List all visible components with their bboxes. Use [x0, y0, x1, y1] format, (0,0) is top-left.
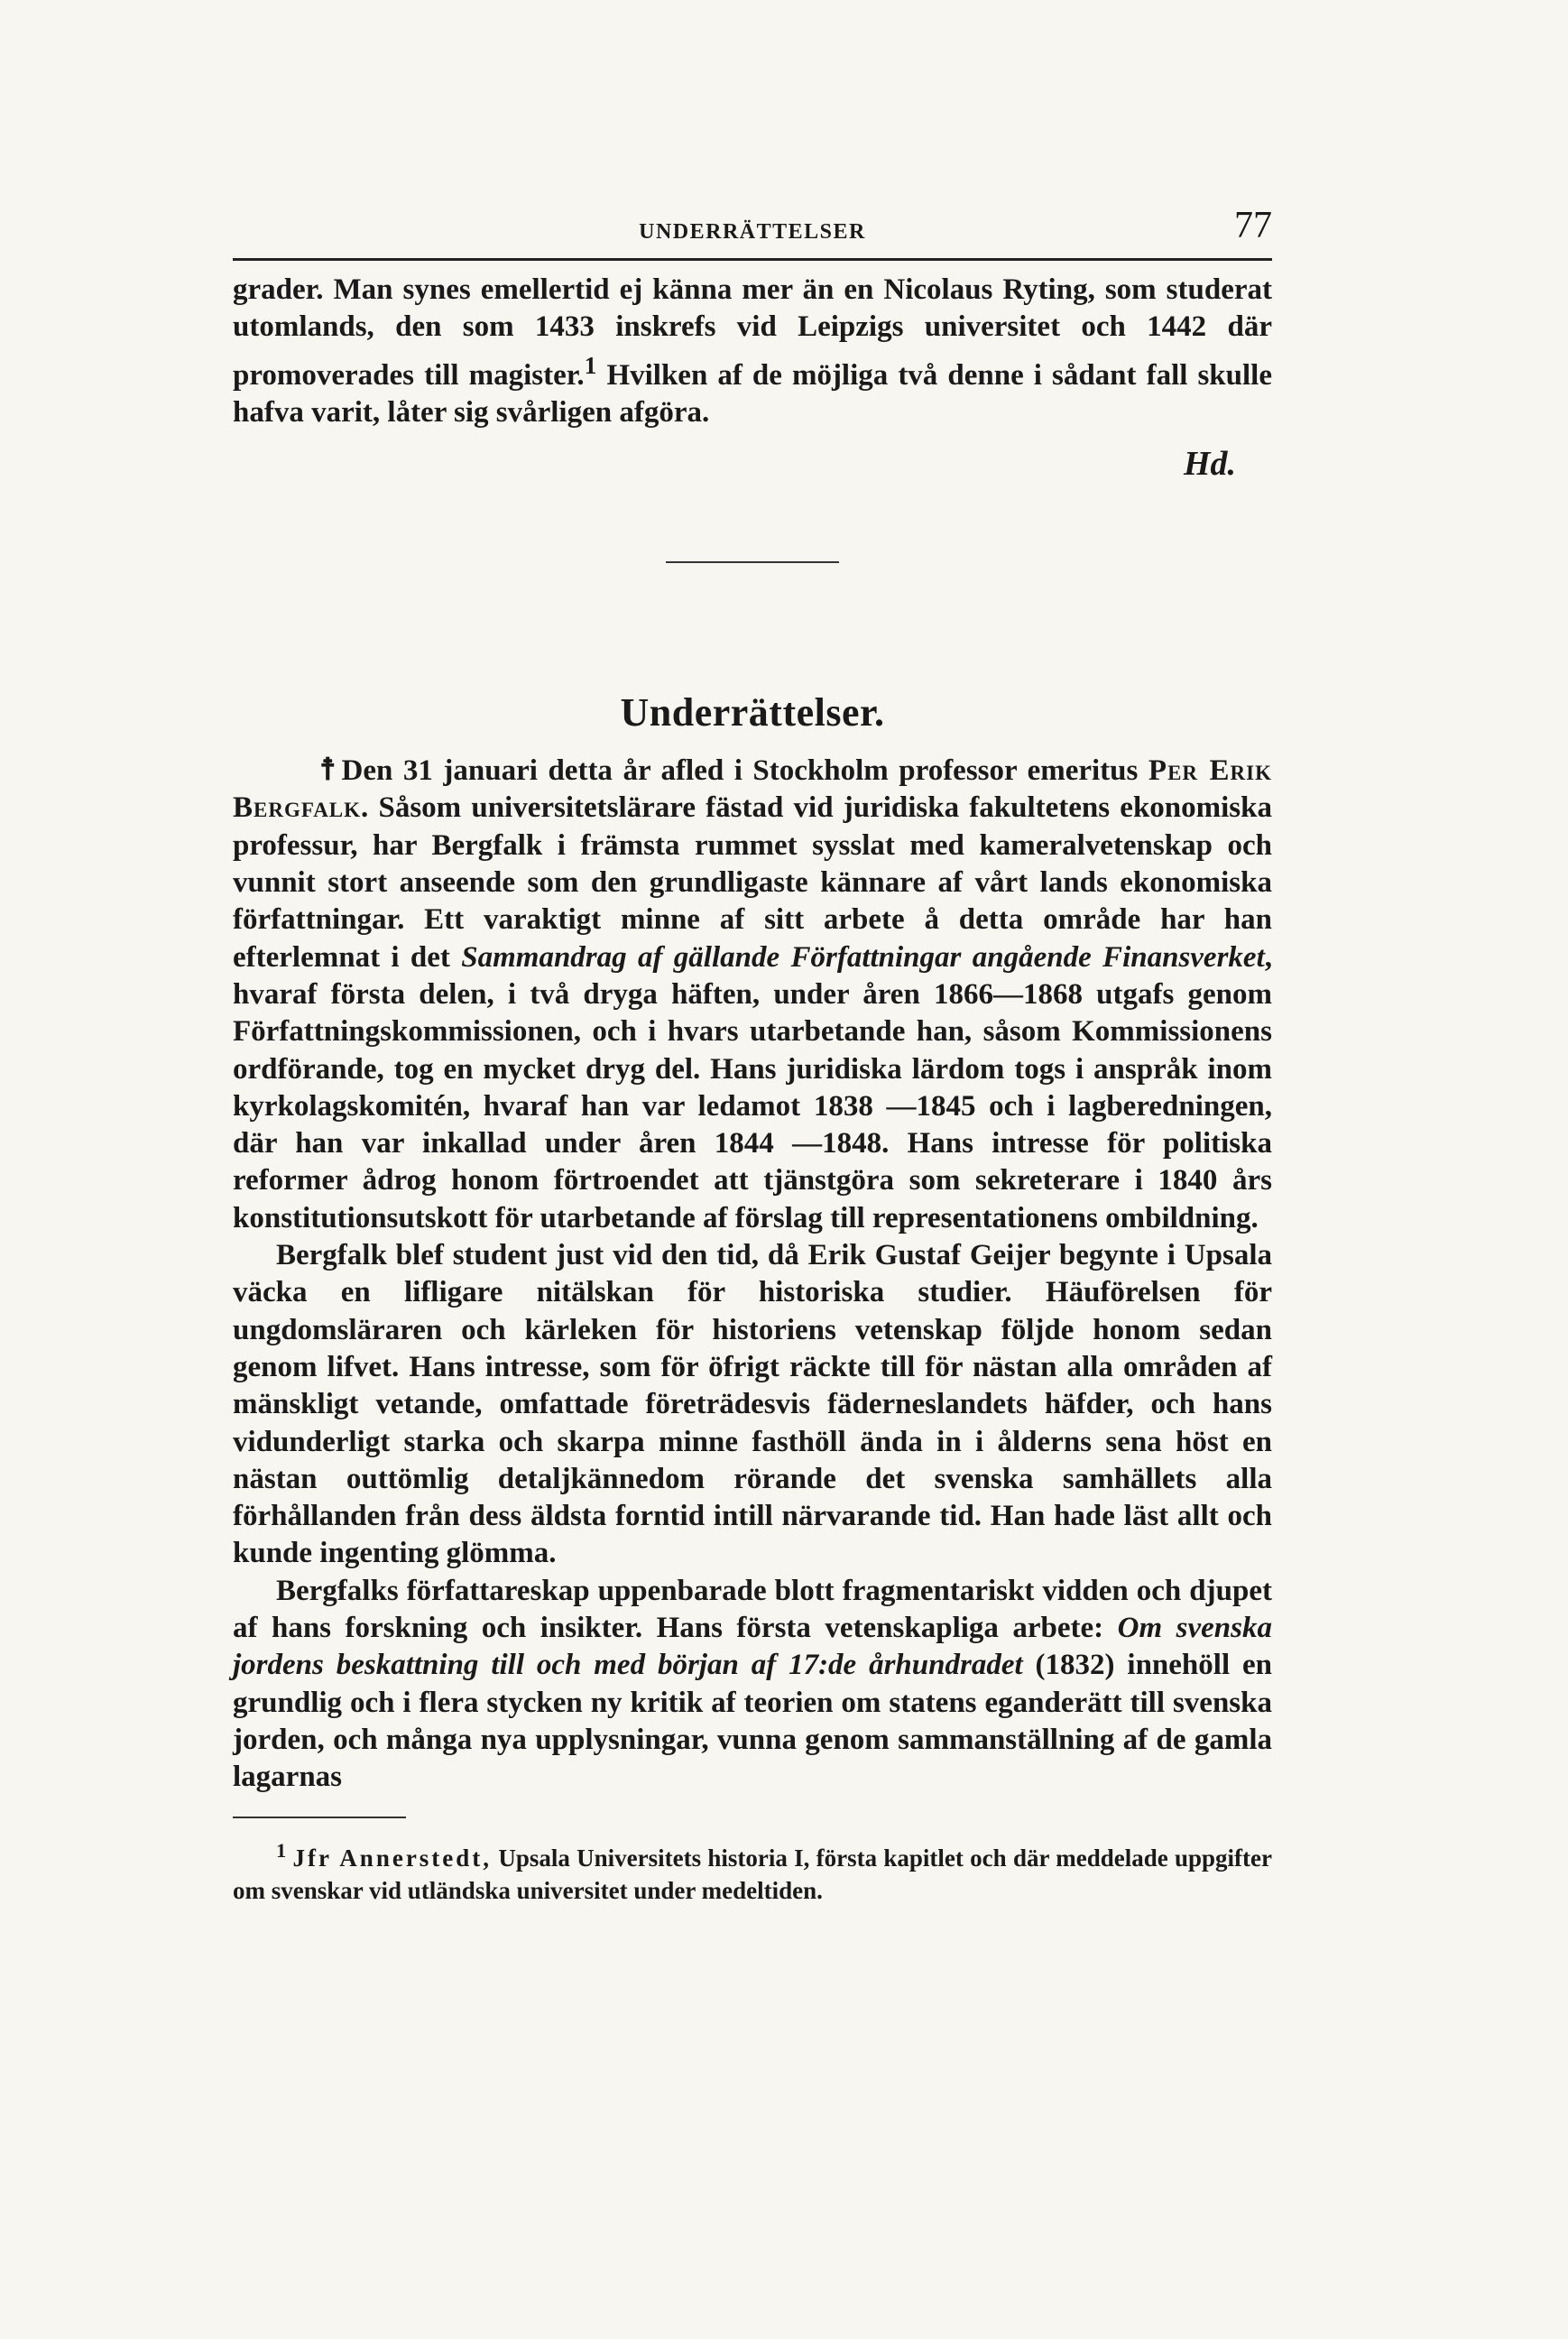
section-divider [666, 561, 839, 563]
footnote [233, 1835, 1272, 1907]
section-heading: Underrättelser. [620, 690, 885, 735]
running-title: UNDERRÄTTELSER [639, 220, 866, 244]
authorship-tail: (1832) innehöll en grundlig och i flera stycken ny kritik af teorien om statens eganderätt till svenska jorden, och många nya upplysningar, vunna genom sammanställning af de gamla lagarnas [233, 1649, 1272, 1794]
continuation-text-after: Hvilken af de möjliga två denne i sådant fall skulle hafva varit, låter sig svårligen afgöra. [233, 358, 1272, 429]
obituary-lead: Den 31 januari detta år afled i Stockholm professor emeritus [341, 754, 1148, 788]
footnote-reference: 1 [584, 350, 597, 379]
cross-icon: ☨ [319, 753, 337, 788]
page-number: 77 [1234, 205, 1272, 246]
continuation-paragraph [233, 272, 1272, 431]
body-text [233, 272, 1272, 1797]
obituary-tail: , hvaraf första delen, i två dryga häften, under åren 1866—1868 utgafs genom Författningskommissionen, och i hvars utarbetande han, såsom Kommissionens ordförande, tog en mycket dryg del. Hans juridiska lärdom togs i anspråk inom kyrkolagskomitén, hvaraf han var ledamot 1838 —1845 och i lagberedningen, där han var inkallad under åren 1844 —1848. Hans intresse för politiska reformer ådrog honom förtroendet att tjänstgöra som sekreterare i 1840 års konstitutionsutskott för utarbetande af förslag till representationens ombildning. [233, 940, 1272, 1234]
author-signature: Hd. [1183, 445, 1236, 484]
obituary-mid: . Såsom universitetslärare fästad vid juridiska fakultetens ekonomiska professur, har Bergfalk i främsta rummet sysslat med kameralvetenskap och vunnit stort anseende som den grundligaste kännare af vårt lands ekonomiska författningar. Ett varaktigt minne af sitt arbete å detta område har han efterlemnat i det [233, 791, 1272, 974]
footnote-marker: 1 [276, 1838, 287, 1862]
first-work-title: Om svenska jordens beskattning till och med början af 17:de århundradet [233, 1612, 1272, 1682]
authorship-lead: Bergfalks författareskap uppenbarade blott fragmentariskt vidden och djupet af hans forskning och insikter. Hans första vetenskapliga arbete: [233, 1574, 1272, 1645]
person-name: Per Erik Bergfalk [233, 754, 1273, 825]
work-title: Sammandrag af gällande Författningar angående Finansverket [461, 940, 1265, 974]
footnote-text: Upsala Universitets historia I, första kapitlet och där meddelade uppgifter om svenskar vid utländska universitet under medeltiden. [233, 1844, 1272, 1904]
biography-paragraph: Bergfalk blef student just vid den tid, då Erik Gustaf Geijer begynte i Upsala väcka en lifligare nitälskan för historiska studier. Häuförelsen för ungdomsläraren och kärleken för historiens vetenskap följde honom sedan genom lifvet. Hans intresse, som för öfrigt räckte till för nästan alla områden af mänskligt vetande, omfattade företrädesvis fäderneslandets häfder, och hans vidunderligt starka och skarpa minne fasthöll ända in i ålderns sena höst en nästan outtömlig detaljkännedom rörande det svenska samhällets alla förhållanden från dess äldsta forntid intill närvarande tid. Han hade läst allt och kunde ingenting glömma. [233, 1239, 1272, 1570]
document-page [233, 204, 1272, 1907]
obituary-paragraph [233, 752, 1272, 1237]
authorship-paragraph [233, 1573, 1272, 1797]
continuation-text: grader. Man synes emellertid ej känna mer än en Nicolaus Ryting, som studerat utomlands, den som 1433 inskrefs vid Leipzigs universitet och 1442 där promoverades till magister. [233, 273, 1272, 392]
footnote-divider [233, 1817, 406, 1818]
running-header [233, 204, 1272, 261]
footnote-author: Jfr Annerstedt, [292, 1844, 493, 1872]
